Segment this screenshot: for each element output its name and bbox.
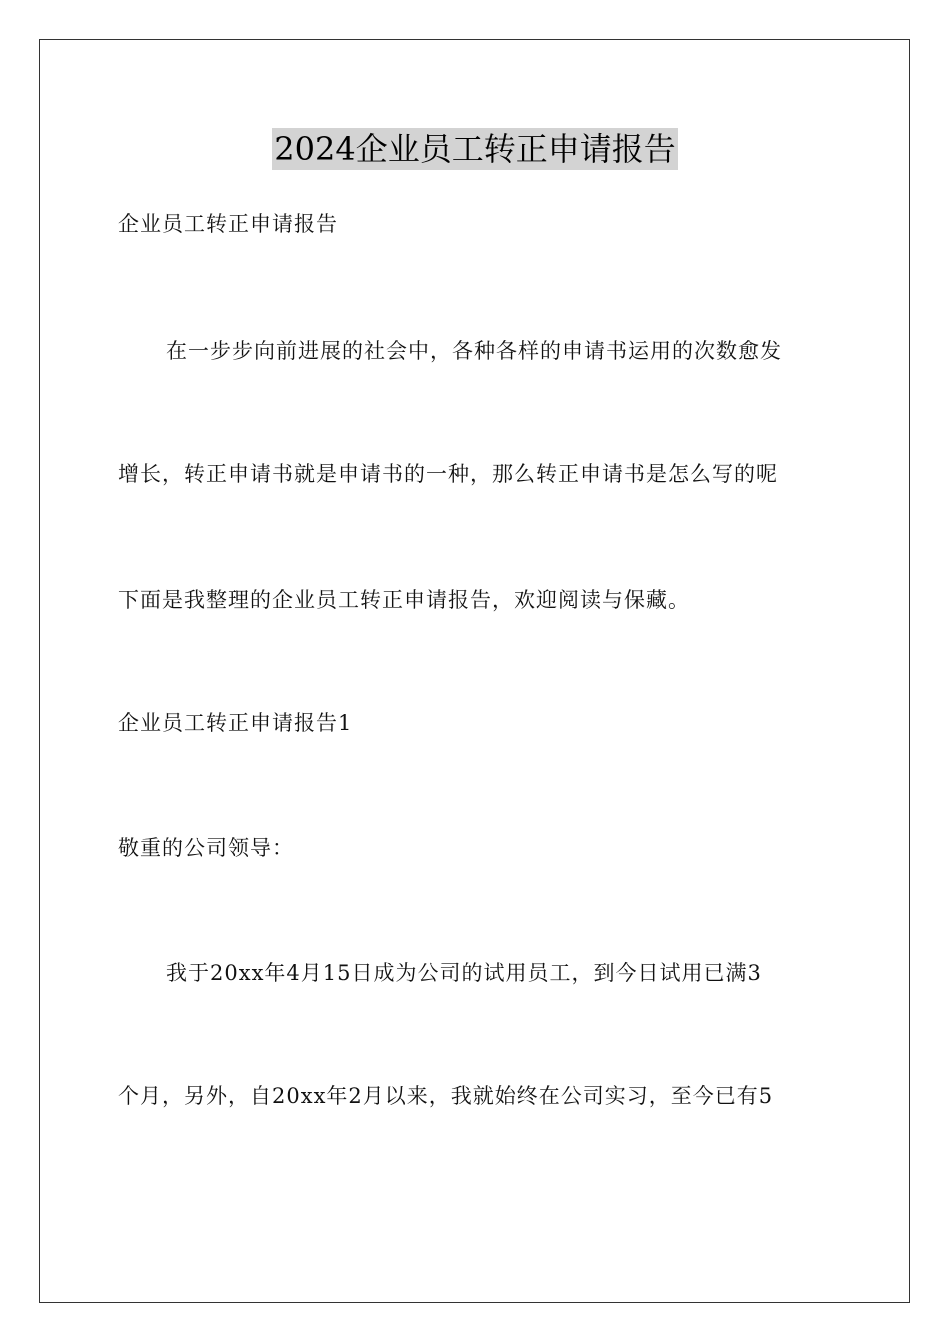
document-subtitle: 企业员工转正申请报告 — [118, 212, 338, 236]
paragraph-line: 下面是我整理的企业员工转正申请报告，欢迎阅读与保藏。 — [118, 588, 690, 612]
paragraph-line: 增长，转正申请书就是申请书的一种，那么转正申请书是怎么写的呢 — [118, 462, 778, 486]
body-line: 个月，另外，自20xx年2月以来，我就始终在公司实习，至今已有5 — [118, 1084, 774, 1108]
document-title: 2024企业员工转正申请报告 — [274, 130, 676, 168]
salutation: 敬重的公司领导： — [118, 836, 294, 860]
body-line: 我于20xx年4月15日成为公司的试用员工，到今日试用已满3 — [166, 961, 762, 985]
section-heading: 企业员工转正申请报告1 — [118, 711, 353, 735]
paragraph-line: 在一步步向前进展的社会中，各种各样的申请书运用的次数愈发 — [166, 339, 782, 363]
title-container — [0, 128, 950, 170]
